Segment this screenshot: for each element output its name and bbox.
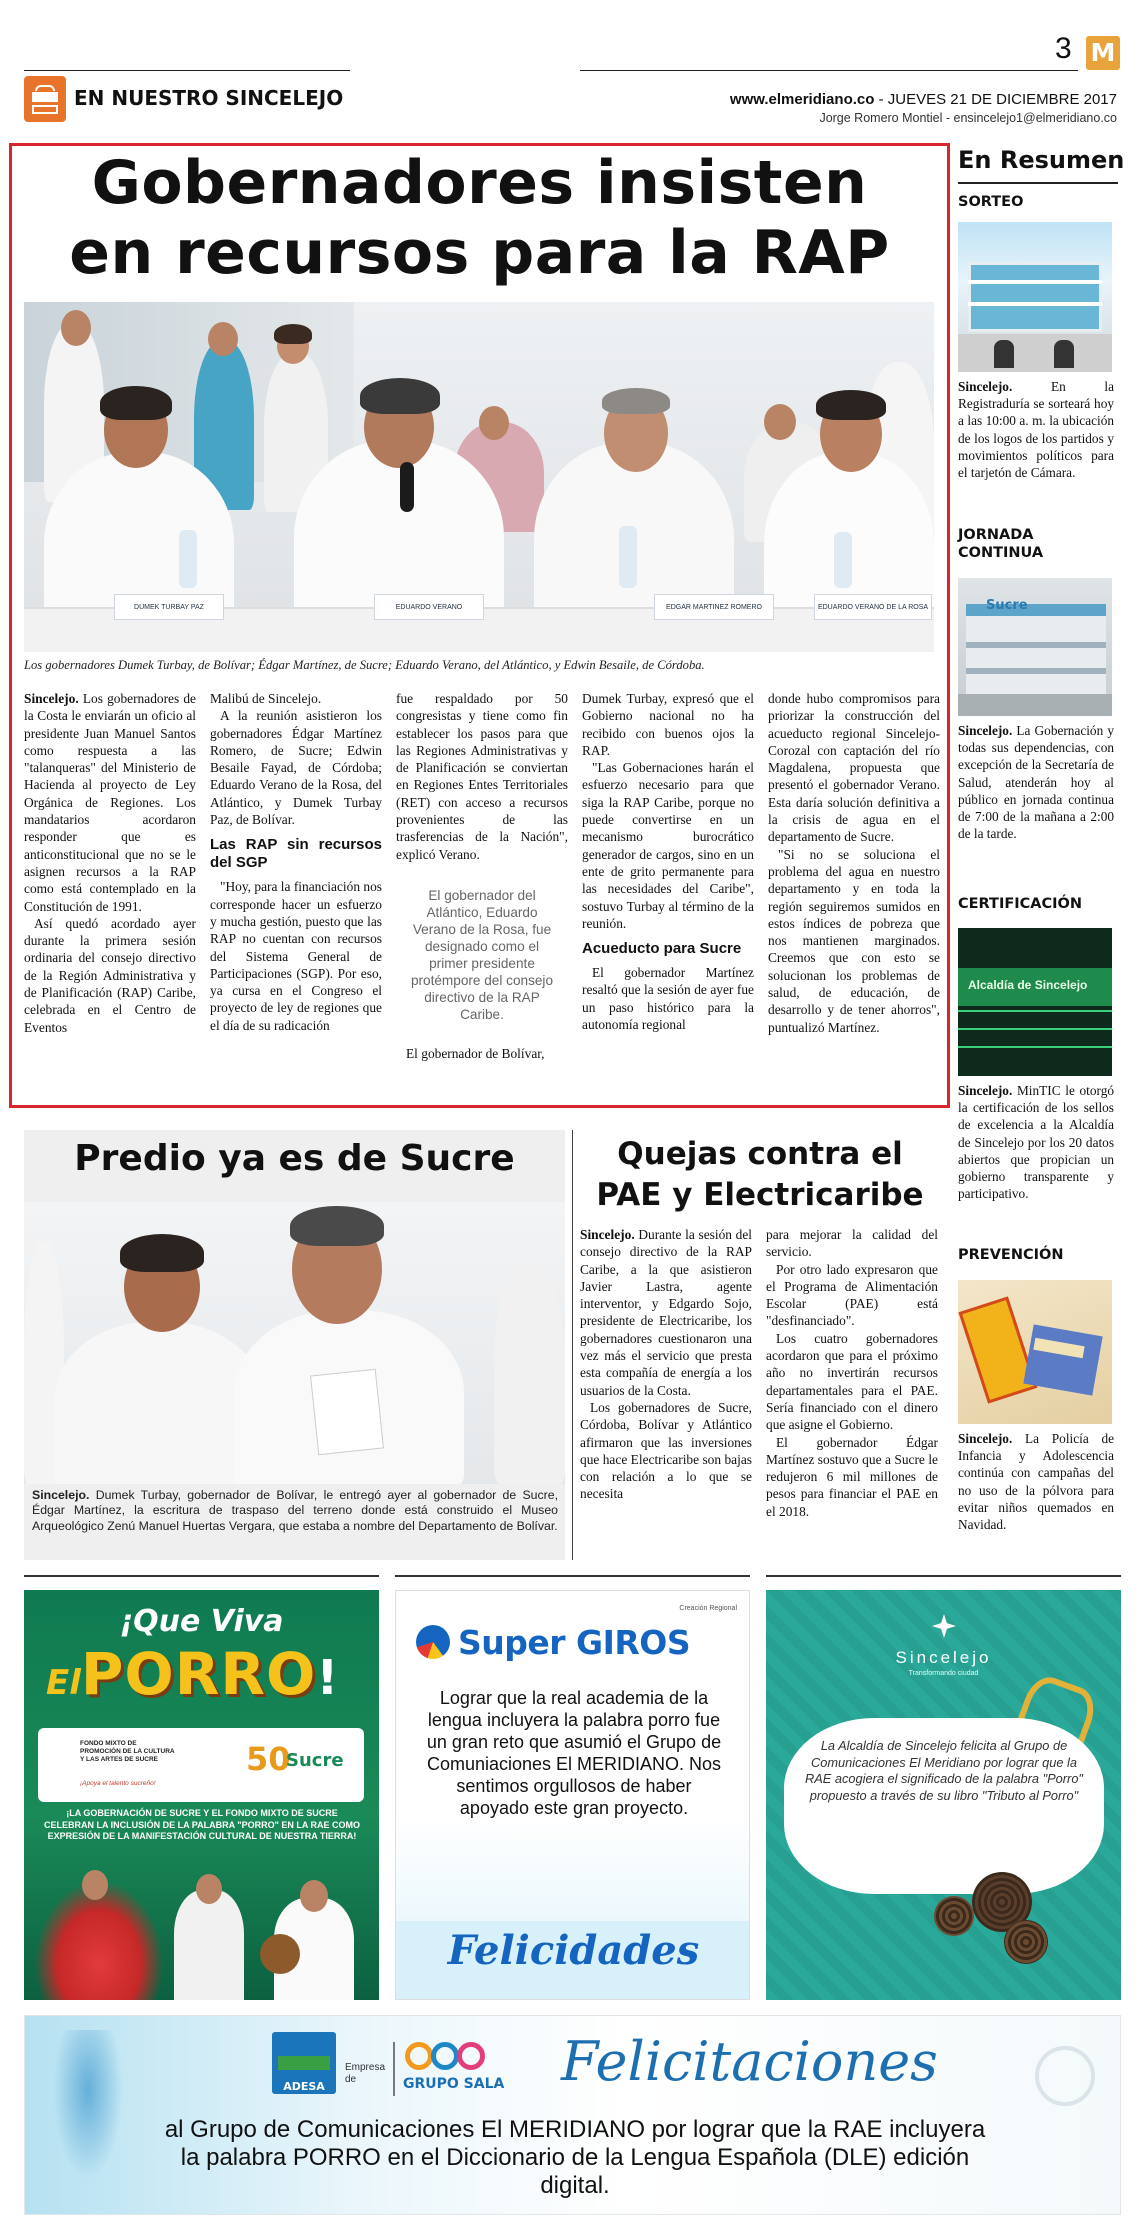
headline: Gobernadores insisten en recursos para la RAP — [69, 148, 890, 288]
sidebar-text: Sincelejo. En la Registraduría se sorteará hoy a las 10:00 a. m. la ubicación de los logos de los partidos y movimientos políticos para el tarjetón de Cámara. — [958, 379, 1114, 481]
nameplate: EDUARDO VERANO — [374, 594, 484, 620]
sidebar-heading: SORTEO — [958, 194, 1024, 210]
quejas-column-2: para mejorar la calidad del servicio. Por otro lado expresaron que el Programa de Alimentación Escolar (PAE) está "desfinanciado". Los cuatro gobernadores acordaron que para el próximo año no invertirán recursos departamentales para el PAE. Sería financiado con el dinero que asigne el Gobierno. El gobernador Édgar Martínez sostuvo que a Sucre le redujeron 6 mil millones de pesos para financiar el PAE en el 2018. — [766, 1227, 938, 1519]
nameplate: EDGAR MARTINEZ ROMERO — [654, 594, 774, 620]
registraduria-photo — [958, 222, 1112, 372]
subhead: Las RAP sin recursos del SGP — [210, 836, 382, 872]
meridiano-logo: M — [1086, 36, 1120, 70]
gobernacion-photo: Sucre — [958, 578, 1112, 716]
article-column-4: Dumek Turbay, expresó que el Gobierno nacional no ha recibido con buenos ojos la RAP. "Las Gobernaciones harán el esfuerzo necesario para que siga la RAP Caribe, porque no puede convertirse en un mecanismo burocrático generador de cargos, sino en un ente de grito permanente para las necesidades del Caribe", sostuvo Turbay al término de la reunión. Acueducto para Sucre El gobernador Martínez resaltó que la sesión de ayer fue un paso histórico para la autonomía regional — [582, 691, 754, 1033]
governors-photo — [24, 302, 934, 652]
ad-supergiros[interactable]: Creación Regional Super GIROS Lograr que la real academia de la lengua incluyera la palabra porro fue un gran reto que asumió el Grupo de Comuniaciones El MERIDIANO. Nos sentimos orgullosos de haber apoyado este gran proyecto. Felicidades — [395, 1590, 750, 2000]
subhead: Acueducto para Sucre — [582, 940, 742, 958]
photo-caption: Los gobernadores Dumek Turbay, de Bolívar; Édgar Martínez, de Sucre; Eduardo Verano, del Atlántico, y Edwin Besaile, de Córdoba. — [24, 658, 705, 672]
ad-porro[interactable]: ¡Que Viva ElPORRO! FONDO MIXTO DE PROMOCIÓN DE LA CULTURA Y LAS ARTES DE SUCRE ¡Apoya el talento sucreño! 50 Sucre ¡LA GOBERNACIÓN DE SUCRE Y EL FONDO MIXTO DE SUCRE CELEBRAN LA INCLUSIÓN DE LA PALABRA "PORRO" EN LA RAE COMO EXPRESIÓN DE LA MANIFESTACIÓN CULTURAL DE NUESTRA TIERRA! — [24, 1590, 379, 2000]
page-number: 3 — [1055, 32, 1072, 65]
dateline: www.elmeridiano.co - JUEVES 21 DE DICIEMBRE 2017 — [729, 91, 1117, 108]
sidebar-heading: JORNADA CONTINUA — [958, 527, 1044, 561]
quejas-column-1: Sincelejo. Durante la sesión del consejo directivo de la RAP Caribe, a la que asistieron Javier Lastra, agente interventor, y Edgardo Sojo, presidente de Electricaribe, los gobernadores cuestionaron una vez más el servicio que presta esta compañía de energía a los usuarios de la Costa. Los gobernadores de Sucre, Córdoba, Bolívar y Atlántico afirmaron que las inversiones que hace Electricaribe son bajas con relación a lo que se necesita — [580, 1227, 752, 1502]
predio-photo — [24, 1202, 565, 1484]
sidebar-heading: CERTIFICACIÓN — [958, 896, 1083, 912]
sidebar-text: Sincelejo. La Gobernación y todas sus dependencias, con excepción de la Secretaría de Salud, atenderán hoy al público en jornada continua de 7:00 de la mañana a 2:00 de la tarde. — [958, 723, 1114, 842]
sidebar-title: En Resumen — [958, 146, 1125, 174]
article-column-1: Sincelejo. Los gobernadores de la Costa le enviarán un oficio al presidente Juan Manuel Santos como respuesta a las "talanqueras" del Ministerio de Hacienda al proyecto de Ley Orgánica de Regiones. Los mandatarios acordaron responder que es anticonstitucional que no se le asignen recursos a la RAP como está contemplado en la Constitución de 1991. Así quedó acordado ayer durante la primera sesión ordinaria del consejo directivo de la Región Administrativa y de Planificación (RAP) Caribe, celebrada en el Centro de Eventos — [24, 691, 196, 1035]
alcaldia-photo: Alcaldía de Sincelejo — [958, 928, 1112, 1076]
sidebar-heading: PREVENCIÓN — [958, 1247, 1064, 1263]
nameplate: EDUARDO VERANO DE LA ROSA — [814, 594, 932, 620]
section-icon — [24, 76, 66, 122]
article-column-2: Malibú de Sincelejo. A la reunión asistieron los gobernadores Édgar Martínez Romero, de Sucre; Edwin Besaile Fayad, de Córdoba; Eduardo Verano de la Rosa, del Atlántico, y Dumek Turbay Paz, de Bolívar. Las RAP sin recursos del SGP "Hoy, para la financiación nos corresponde hacer un esfuerzo y mucha gestión, puesto que las RAP no cuentan con recursos del Sistema General de Participaciones (SGP). Por eso, ya cursa en el Congreso el proyecto de ley de regiones que el día de su radicación — [210, 691, 382, 1033]
pullquote: El gobernador del Atlántico, Eduardo Verano de la Rosa, fue designado como el primer presidente protémpore del consejo directivo de la RAP Caribe. — [410, 887, 554, 1022]
predio-title: Predio ya es de Sucre — [74, 1138, 515, 1179]
author-line: Jorge Romero Montiel - ensincelejo1@elmeridiano.co — [819, 111, 1117, 125]
section-title: EN NUESTRO SINCELEJO — [74, 86, 344, 110]
ad-alcaldia[interactable]: Sincelejo Transformando ciudad La Alcaldía de Sincelejo felicita al Grupo de Comunicaciones El Meridiano por lograr que la RAE acogiera el significado de la palabra "Porro" propuesto a través de su libro "Tributo al Porro" — [766, 1590, 1121, 2000]
ad-adesa[interactable]: ADESA Empresa de GRUPO SALA Felicitaciones al Grupo de Comunicaciones El MERIDIANO por lograr que la RAE incluyera la palabra PORRO en el Diccionario de la Lengua Española (DLE) edición digital. — [24, 2015, 1121, 2215]
nameplate: DUMEK TURBAY PAZ — [114, 594, 224, 620]
fireworks-photo — [958, 1280, 1112, 1424]
predio-caption: Sincelejo. Dumek Turbay, gobernador de Bolívar, le entregó ayer al gobernador de Sucre, Édgar Martínez, la escritura de traspaso del terreno donde está construido el Museo Arqueológico Zenú Manuel Huertas Vergara, que estaba a nombre del Departamento de Bolívar. — [32, 1488, 559, 1533]
article-column-5: donde hubo compromisos para priorizar la construcción del acueducto regional Sincelejo-Corozal con captación del río Magdalena, propuesta que presentó el gobernador Verano. Esta daría solución definitiva a la crisis de agua en el departamento de Sucre. "Si no se soluciona el problema del agua en nuestro departamento y en toda la región seguiremos sumidos en estos índices de pobreza que nos mantienen marginados. Creemos que con esto se solucionan los problemas de salud, de educación, de desarrollo y de tener ahorros", puntualizó Martínez. — [768, 691, 940, 1035]
article-column-3: fue respaldado por 50 congresistas y tiene como fin establecer los pasos para que las Regiones Administrativas y de Planificación se conviertan en Regiones Entes Territoriales (RET) con acceso a recursos provenientes de las trasferencias de la Nación", explicó Verano. El gobernador del Atlántico, Eduardo Verano de la Rosa, fue designado como el primer presidente protémpore del consejo directivo de la RAP Caribe. El gobernador de Bolívar, — [396, 691, 568, 1061]
sidebar-text: Sincelejo. MinTIC le otorgó la certificación de los sellos de excelencia a la Alcaldía de Sincelejo por los 20 datos abiertos que propician un gobierno transparente y participativo. — [958, 1083, 1114, 1202]
quejas-title: Quejas contra el PAE y Electricaribe — [596, 1136, 924, 1213]
sidebar-text: Sincelejo. La Policía de Infancia y Adolescencia continúa con campañas del no uso de la pólvora para evitar niños quemados en Navidad. — [958, 1431, 1114, 1533]
site-link[interactable]: www.elmeridiano.co — [729, 91, 875, 108]
